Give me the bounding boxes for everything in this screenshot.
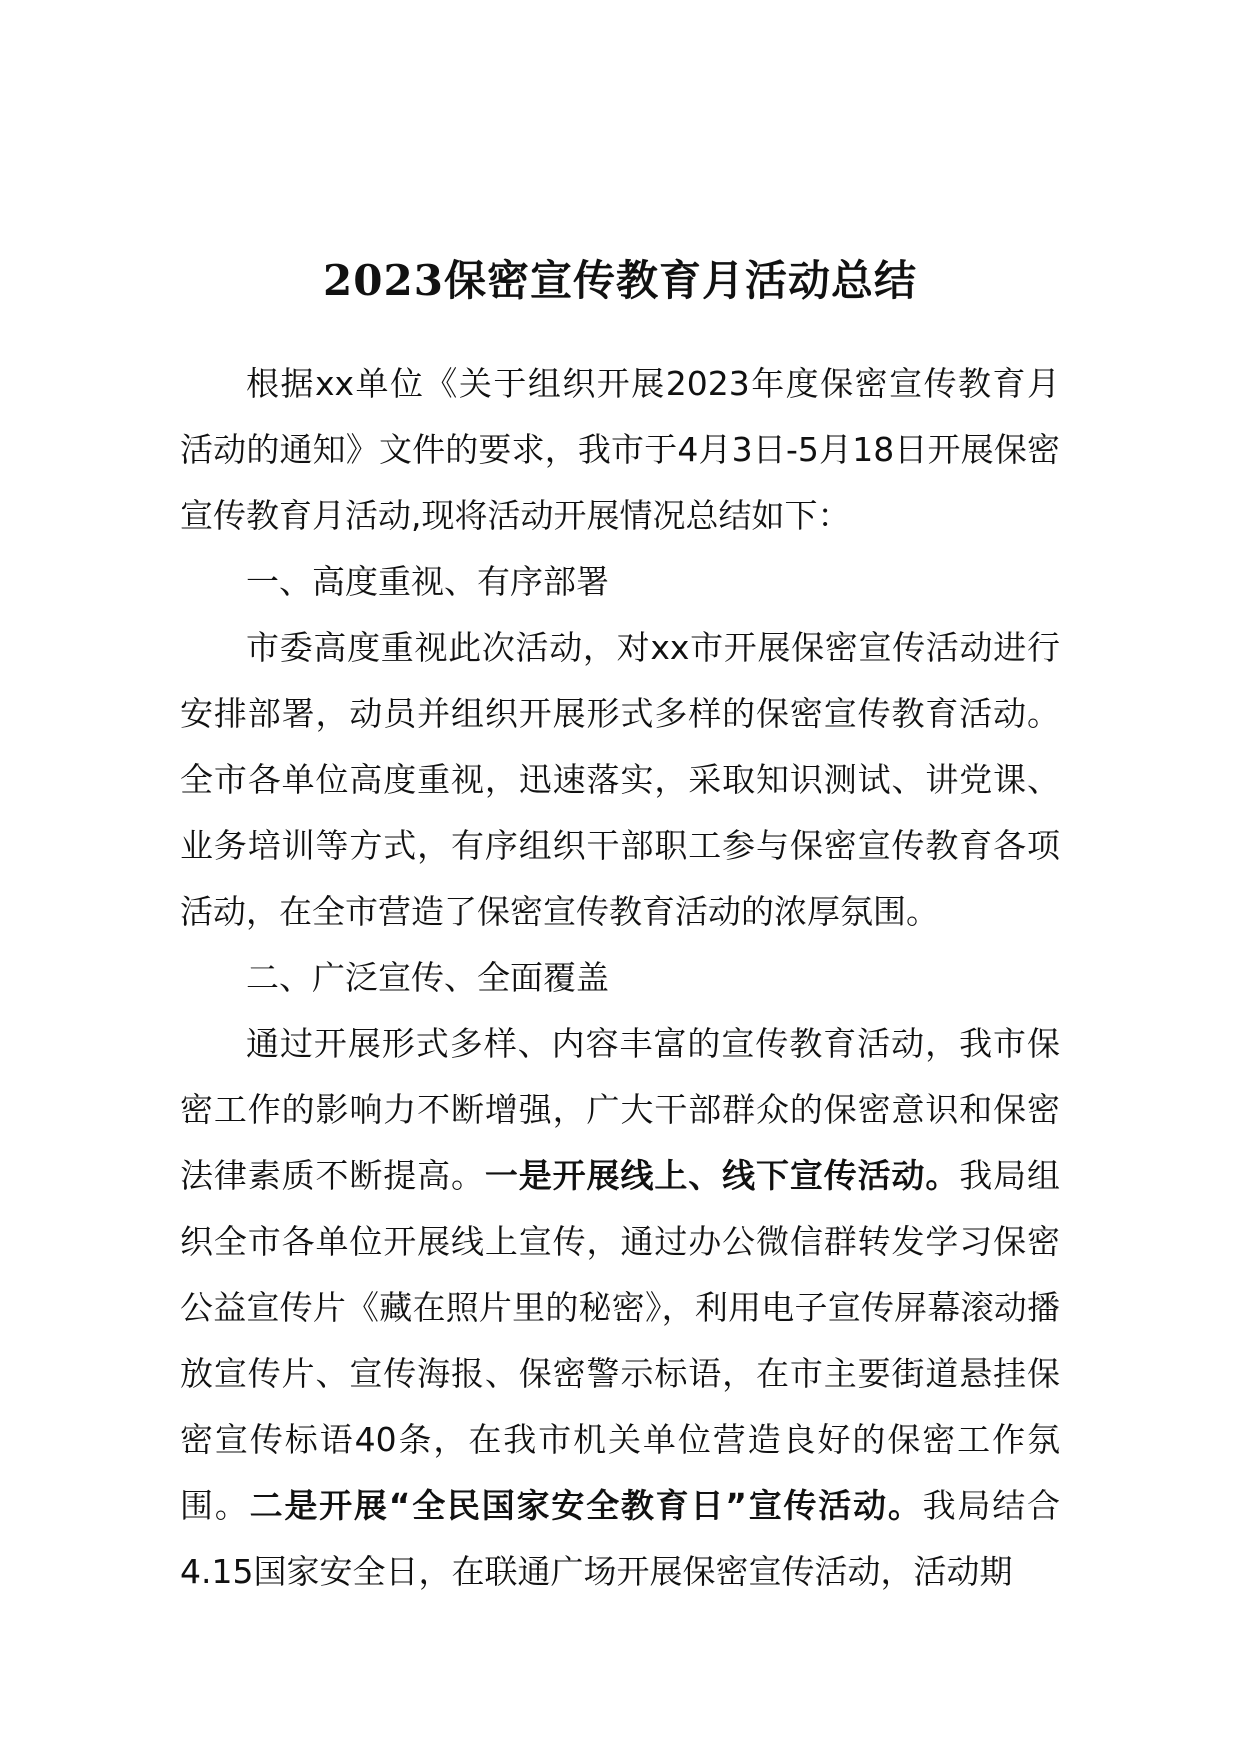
document-body: [180, 351, 1060, 1605]
section-2-heading: 二、广泛宣传、全面覆盖: [246, 958, 609, 997]
section-2-text-part-3: 我局结合4.15国家安全日，在联通广场开展保密宣传活动，活动期: [180, 1486, 1061, 1591]
document-title: 2023保密宣传教育月活动总结: [323, 256, 917, 305]
section-2-paragraph: [180, 1011, 1060, 1605]
intro-paragraph: 根据xx单位《关于组织开展2023年度保密宣传教育月活动的通知》文件的要求，我市于4月3日-5月18日开展保密宣传教育月活动,现将活动开展情况总结如下：: [180, 364, 1060, 535]
section-1-heading: 一、高度重视、有序部署: [246, 562, 609, 601]
section-2-bold-point-2: 二是开展“全民国家安全教育日”宣传活动。: [249, 1486, 923, 1525]
section-2-text-part-2: 我局组织全市各单位开展线上宣传，通过办公微信群转发学习保密公益宣传片《藏在照片里的秘密》，利用电子宣传屏幕滚动播放宣传片、宣传海报、保密警示标语，在市主要街道悬挂保密宣传标语40条，在我市机关单位营造良好的保密工作氛围。: [180, 1156, 1061, 1525]
section-1-paragraph: 市委高度重视此次活动，对xx市开展保密宣传活动进行安排部署，动员并组织开展形式多样的保密宣传教育活动。全市各单位高度重视，迅速落实，采取知识测试、讲党课、业务培训等方式，有序组织干部职工参与保密宣传教育各项活动，在全市营造了保密宣传教育活动的浓厚氛围。: [180, 628, 1060, 931]
section-2-text-part-1: 通过开展形式多样、内容丰富的宣传教育活动，我市保密工作的影响力不断增强，广大干部群众的保密意识和保密法律素质不断提高。: [180, 1024, 1060, 1195]
section-2-bold-point-1: 一是开展线上、线下宣传活动。: [484, 1156, 960, 1195]
